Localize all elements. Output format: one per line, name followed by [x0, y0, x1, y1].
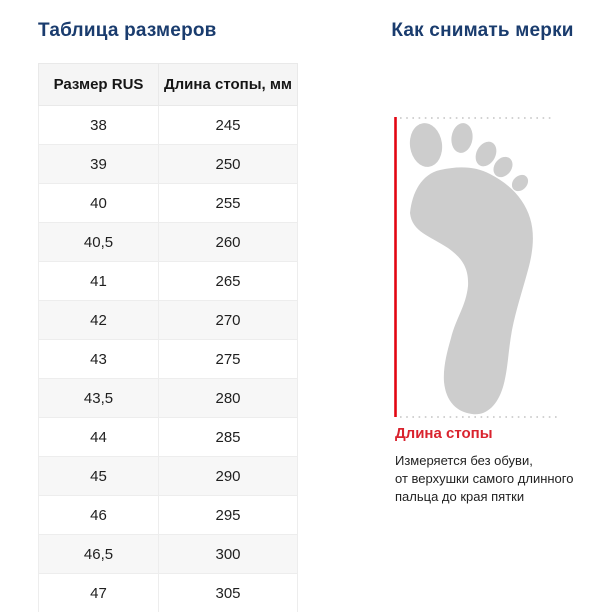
table-row [39, 496, 298, 535]
table-cell: 270 [159, 301, 298, 340]
table-cell: 39 [39, 145, 159, 184]
table-cell: 43 [39, 340, 159, 379]
table-cell: 46,5 [39, 535, 159, 574]
description-line: пальца до края пятки [395, 489, 525, 504]
table-cell: 45 [39, 457, 159, 496]
description-line: Измеряется без обуви, [395, 453, 533, 468]
table-cell: 250 [159, 145, 298, 184]
table-cell: 44 [39, 418, 159, 457]
table-row [39, 106, 298, 145]
foot-length-description [395, 452, 573, 506]
table-row [39, 223, 298, 262]
table-cell: 38 [39, 106, 159, 145]
size-table [38, 63, 298, 612]
size-table-title: Таблица размеров [38, 20, 217, 41]
table-row [39, 535, 298, 574]
foot-length-label: Длина стопы [395, 425, 493, 442]
table-cell: 285 [159, 418, 298, 457]
table-cell: 40,5 [39, 223, 159, 262]
table-cell: 260 [159, 223, 298, 262]
table-row [39, 262, 298, 301]
table-cell: 41 [39, 262, 159, 301]
table-row [39, 574, 298, 612]
table-row [39, 457, 298, 496]
table-cell: 275 [159, 340, 298, 379]
table-cell: 280 [159, 379, 298, 418]
table-row [39, 145, 298, 184]
table-cell: 255 [159, 184, 298, 223]
column-header-size: Размер RUS [39, 64, 159, 106]
foot-illustration [390, 110, 580, 420]
table-row [39, 418, 298, 457]
column-header-foot-length: Длина стопы, мм [159, 64, 298, 106]
size-table-head [39, 64, 298, 106]
description-line: от верхушки самого длинного [395, 471, 574, 486]
measurement-guide-title: Как снимать мерки [391, 20, 574, 41]
table-header-row [39, 64, 298, 106]
table-row [39, 301, 298, 340]
table-cell: 305 [159, 574, 298, 612]
table-cell: 300 [159, 535, 298, 574]
table-cell: 47 [39, 574, 159, 612]
table-cell: 42 [39, 301, 159, 340]
table-cell: 46 [39, 496, 159, 535]
table-cell: 295 [159, 496, 298, 535]
table-cell: 290 [159, 457, 298, 496]
table-row [39, 379, 298, 418]
footprint-shape [407, 121, 533, 414]
table-row [39, 184, 298, 223]
table-row [39, 340, 298, 379]
table-cell: 40 [39, 184, 159, 223]
table-cell: 245 [159, 106, 298, 145]
size-table-body [39, 106, 298, 612]
table-cell: 43,5 [39, 379, 159, 418]
table-cell: 265 [159, 262, 298, 301]
